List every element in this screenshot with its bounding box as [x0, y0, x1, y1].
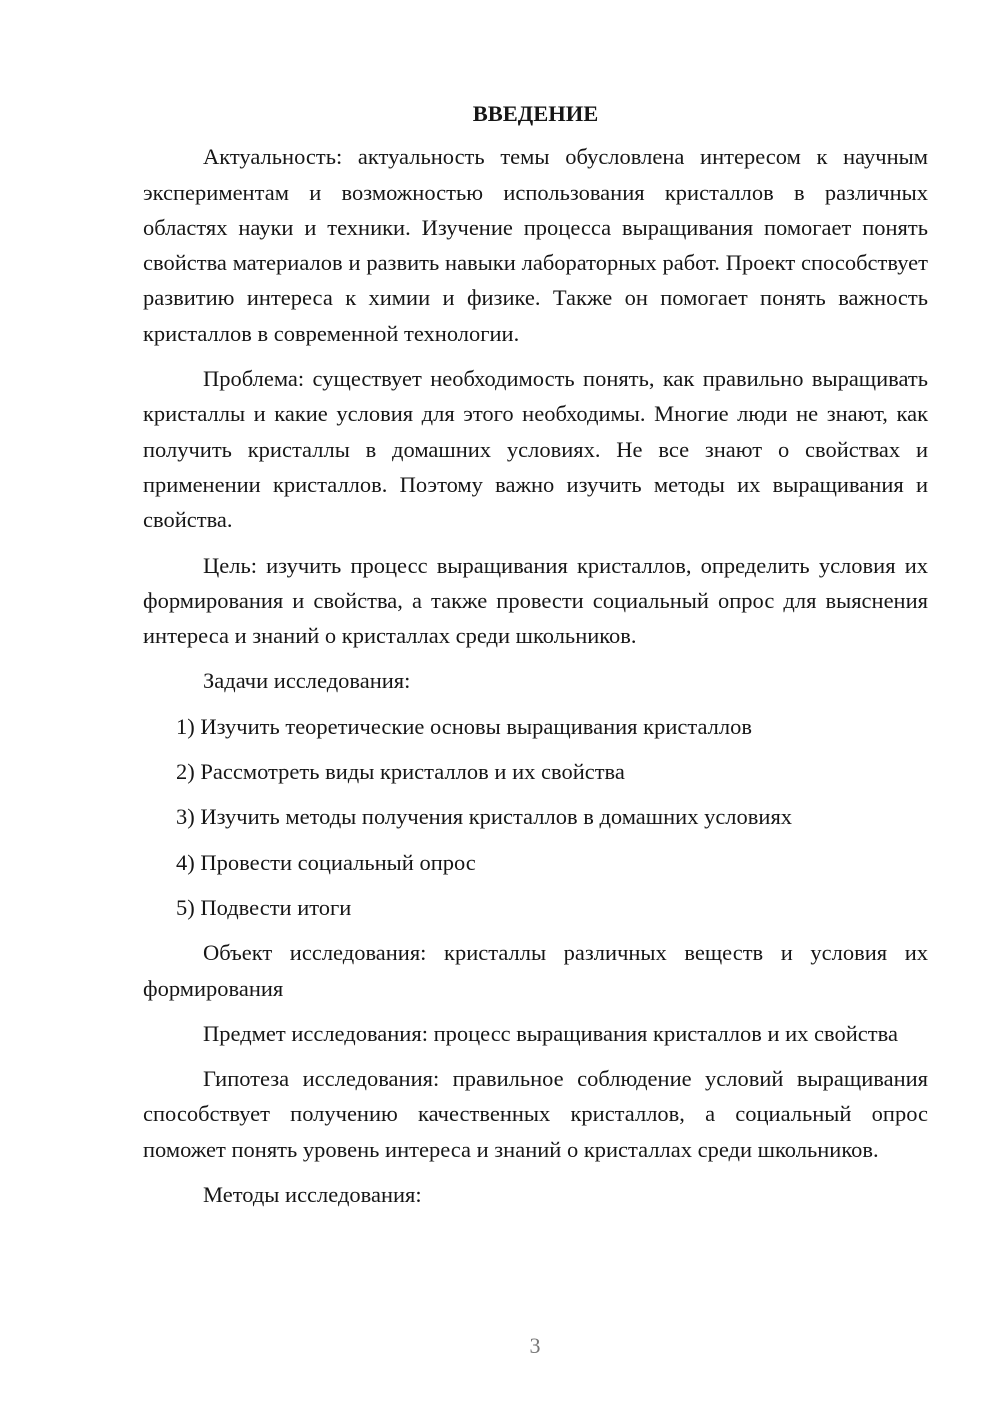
task-item: 5) Подвести итоги: [176, 894, 352, 920]
tasks-heading: Задачи исследования:: [203, 668, 411, 694]
object-paragraph: Объект исследования: кристаллы различных веществ и условия их формирования: [143, 940, 928, 1001]
methods-heading: Методы исследования:: [203, 1182, 422, 1208]
task-item: 2) Рассмотреть виды кристаллов и их свойства: [176, 759, 625, 785]
task-item: 3) Изучить методы получения кристаллов в домашних условиях: [176, 804, 793, 830]
page-number: 3: [529, 1333, 541, 1358]
task-item: 1) Изучить теоретические основы выращивания кристаллов: [176, 713, 752, 739]
task-item: 4) Провести социальный опрос: [176, 849, 476, 875]
hypothesis-paragraph: Гипотеза исследования: правильное соблюдение условий выращивания способствует получению качественных кристаллов, а социальный опрос поможет понять уровень интереса и знаний о кристаллах среди школьников.: [143, 1066, 928, 1162]
problem-paragraph: Проблема: существует необходимость понять, как правильно выращивать кристаллы и какие условия для этого необходимы. Многие люди не знают, как получить кристаллы в домашних условиях. Не все знают о свойствах и применении кристаллов. Поэтому важно изучить методы их выращивания и свойства.: [143, 366, 928, 533]
relevance-paragraph: Актуальность: актуальность темы обусловлена интересом к научным экспериментам и возможностью использования кристаллов в различных областях науки и техники. Изучение процесса выращивания помогает понять свойства материалов и развить навыки лабораторных работ. Проект способствует развитию интереса к химии и физике. Также он помогает понять важность кристаллов в современной технологии.: [143, 144, 928, 346]
subject-paragraph: Предмет исследования: процесс выращивания кристаллов и их свойства: [203, 1020, 898, 1046]
goal-paragraph: Цель: изучить процесс выращивания кристаллов, определить условия их формирования и свойства, а также провести социальный опрос для выяснения интереса и знаний о кристаллах среди школьников.: [143, 552, 928, 649]
page-content: [143, 96, 928, 1222]
page-title: ВВЕДЕНИЕ: [472, 101, 599, 126]
